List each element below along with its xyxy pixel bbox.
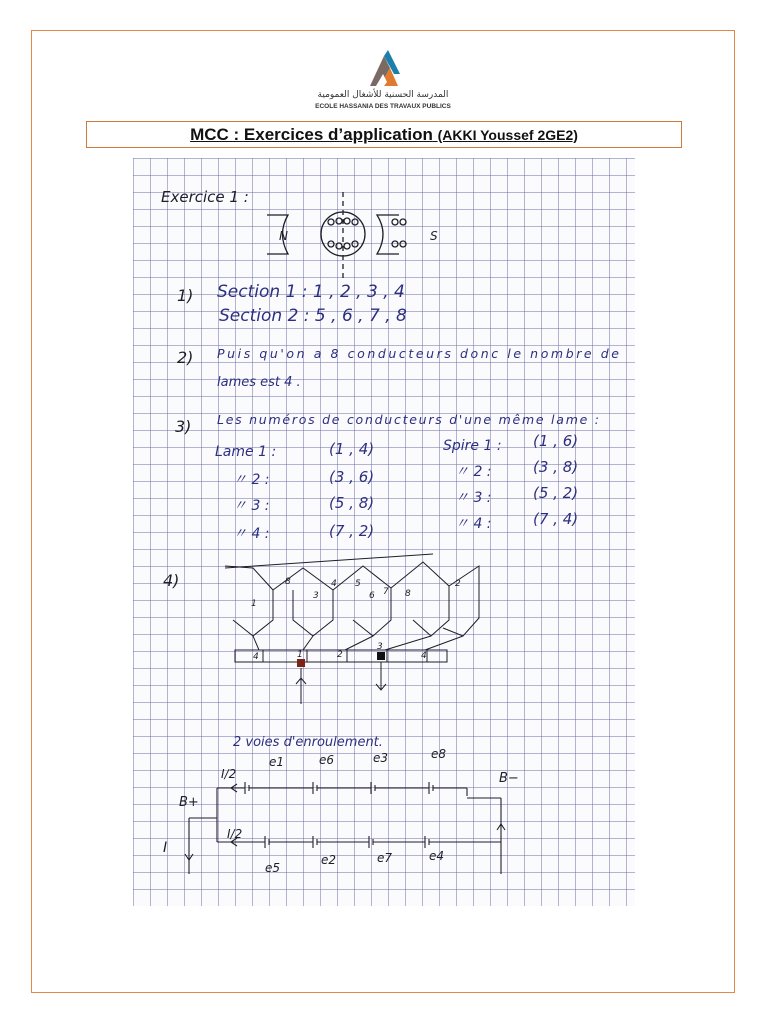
emf-e3: e3 xyxy=(373,751,389,765)
conductor-6: 6 xyxy=(369,591,375,601)
school-logo xyxy=(308,48,458,114)
south-pole-label: S xyxy=(430,229,438,243)
conductor-2: 2 xyxy=(455,579,461,589)
emf-e1: e1 xyxy=(269,755,285,769)
lame-4-value: (7 , 2) xyxy=(329,522,375,540)
emf-e6: e6 xyxy=(319,753,335,767)
positive-brush-label: B+ xyxy=(179,795,199,810)
paths-label: 2 voies d'enroulement. xyxy=(233,735,383,750)
lame-1-label: Lame 1 : xyxy=(215,444,277,460)
title-main: MCC : Exercices d’application xyxy=(190,124,433,144)
q3-intro: Les numéros de conducteurs d'une même lame : xyxy=(217,412,599,427)
q1-number: 1) xyxy=(177,286,194,305)
q1-section1: Section 1 : 1 , 2 , 3 , 4 xyxy=(217,282,405,302)
segment-1: 1 xyxy=(297,650,303,660)
emf-e8: e8 xyxy=(431,747,447,761)
spire-3-value: (5 , 2) xyxy=(533,484,579,502)
negative-brush-label: B− xyxy=(499,771,519,786)
half-current-top: I/2 xyxy=(221,767,237,781)
conductor-1: 1 xyxy=(251,599,257,609)
current-label: I xyxy=(163,840,168,856)
handwritten-sheet xyxy=(133,158,635,906)
lame-2-value: (3 , 6) xyxy=(329,468,375,486)
title-box xyxy=(86,121,682,148)
lame-1-value: (1 , 4) xyxy=(329,440,375,458)
logo-emblem-icon xyxy=(366,48,402,88)
q2-number: 2) xyxy=(177,348,194,367)
emf-e4: e4 xyxy=(429,849,445,863)
logo-french-text: ECOLE HASSANIA DES TRAVAUX PUBLICS xyxy=(315,103,451,110)
conductor-7: 7 xyxy=(383,587,389,597)
q4-number: 4) xyxy=(163,571,180,590)
segment-2: 2 xyxy=(337,650,343,660)
q2-line1: Puis qu'on a 8 conducteurs donc le nombre de xyxy=(217,346,619,361)
spire-2-value: (3 , 8) xyxy=(533,458,579,476)
half-current-bottom: I/2 xyxy=(227,827,243,841)
spire-2-label: 〃 2 : xyxy=(455,464,492,480)
conductor-5: 5 xyxy=(355,579,361,589)
spire-4-label: 〃 4 : xyxy=(455,516,492,532)
conductor-4: 4 xyxy=(331,579,337,589)
north-pole-label: N xyxy=(279,229,288,243)
winding-diagram xyxy=(225,554,479,704)
lame-3-value: (5 , 8) xyxy=(329,494,375,512)
q1-section2: Section 2 : 5 , 6 , 7 , 8 xyxy=(219,306,407,326)
segment-4b: 4 xyxy=(421,651,427,661)
lame-2-label: 〃 2 : xyxy=(233,472,270,488)
emf-e5: e5 xyxy=(265,861,281,875)
conductor-8b: 8 xyxy=(405,589,411,599)
spire-1-value: (1 , 6) xyxy=(533,432,579,450)
title-author: (AKKI Youssef 2GE2) xyxy=(437,126,578,143)
spire-3-label: 〃 3 : xyxy=(455,490,492,506)
spire-4-value: (7 , 4) xyxy=(533,510,579,528)
conductor-8a: 8 xyxy=(285,577,291,587)
spire-1-label: Spire 1 : xyxy=(443,438,502,454)
handwritten-notes xyxy=(133,158,635,906)
page-title xyxy=(190,125,578,145)
logo-arabic-text: المدرسة الحسنية للأشغال العمومية xyxy=(317,90,449,100)
lame-4-label: 〃 4 : xyxy=(233,526,270,542)
emf-e7: e7 xyxy=(377,851,393,865)
segment-3: 3 xyxy=(377,642,383,652)
segment-4a: 4 xyxy=(253,652,259,662)
q2-line2: lames est 4 . xyxy=(217,375,301,390)
emf-e2: e2 xyxy=(321,853,337,867)
exercise-heading: Exercice 1 : xyxy=(161,188,249,206)
q3-number: 3) xyxy=(175,417,192,436)
lame-3-label: 〃 3 : xyxy=(233,498,270,514)
conductor-3: 3 xyxy=(313,591,319,601)
